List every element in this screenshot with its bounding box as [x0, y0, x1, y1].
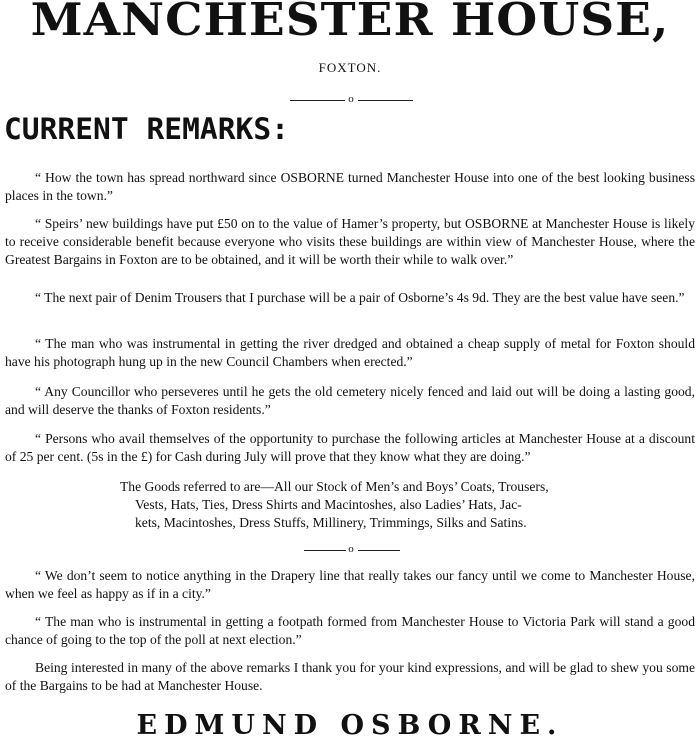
signature: EDMUND OSBORNE.: [136, 710, 564, 741]
remark-paragraph: “ Any Councillor who perseveres until he gets the old cemetery nicely fenced and laid out will be doing a lasting good, and will deserve the thanks of Foxton residents.”: [5, 384, 695, 417]
remark-paragraph: “ The man who is instrumental in getting a footpath formed from Manchester House to Victoria Park will stand a good chance of going to the top of the poll at next election.”: [5, 614, 695, 647]
masthead-place: FOXTON.: [318, 60, 382, 75]
remark-paragraph: “ Speirs’ new buildings have put £50 on to the value of Hamer’s property, but OSBORNE at Manchester House is likely to receive considerable benefit because everyone who visits these buildings are within view of Manchester House, where the Greatest Bargains in Foxton are to be obtained, and it will be worth their while to walk over.”: [5, 216, 695, 267]
divider-ornament: o: [348, 543, 354, 555]
section-heading: CURRENT REMARKS:: [4, 112, 289, 146]
goods-line: The Goods referred to are—All our Stock of Men’s and Boys’ Coats, Trousers,: [120, 479, 549, 494]
goods-line: Vests, Hats, Ties, Dress Shirts and Macintoshes, also Ladies’ Hats, Jac-: [135, 497, 522, 512]
divider-line: [290, 100, 345, 101]
closing-paragraph: Being interested in many of the above remarks I thank you for your kind expressions, and will be glad to shew you some of the Bargains to be had at Manchester House.: [5, 660, 695, 693]
goods-line: kets, Macintoshes, Dress Stuffs, Millinery, Trimmings, Silks and Satins.: [135, 515, 527, 530]
divider-line: [358, 100, 413, 101]
divider-ornament: o: [348, 93, 354, 105]
remark-paragraph: “ How the town has spread northward since OSBORNE turned Manchester House into one of the best looking business places in the town.”: [5, 170, 695, 203]
divider-line: [358, 550, 400, 551]
remark-paragraph: “ Persons who avail themselves of the opportunity to purchase the following articles at Manchester House at a discount of 25 per cent. (5s in the £) for Cash during July will prove that they know what they are doing.”: [5, 431, 695, 464]
remark-paragraph: “ The man who was instrumental in getting the river dredged and obtained a cheap supply of metal for Foxton should have his photograph hung up in the new Council Chambers when erected.”: [5, 336, 695, 369]
remark-paragraph: “ The next pair of Denim Trousers that I purchase will be a pair of Osborne’s 4s 9d. They are the best value have seen.”: [35, 290, 685, 305]
remark-paragraph: “ We don’t seem to notice anything in the Drapery line that really takes our fancy until we come to Manchester House, when we feel as happy as if in a city.”: [5, 568, 695, 601]
divider-top: [0, 93, 700, 107]
divider-middle: [0, 543, 700, 557]
masthead-title: MANCHESTER HOUSE,: [30, 0, 670, 47]
divider-line: [304, 550, 346, 551]
